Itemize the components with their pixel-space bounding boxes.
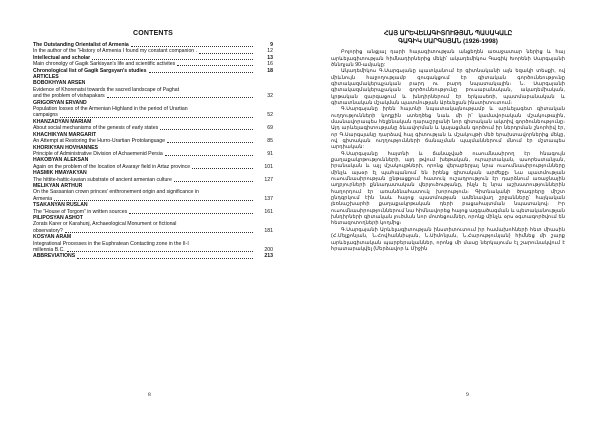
article-title-line-2: ԳԱԳԻԿ ՍԱՐԳՍՅԱՆ (1926-1998) [398, 37, 498, 45]
toc-entry-text: KHANZADYAN MARIAM [33, 118, 92, 125]
toc-entry-text: and the problem of vishapakars [33, 93, 105, 100]
toc-page-number: 137 [264, 195, 273, 202]
article-body [331, 49, 565, 252]
toc-entry-text: Zorats Karer or Karahunj, Archaeological Monument or fictional [33, 221, 177, 228]
toc-entry-text: MELIKYAN ARTHUR [33, 182, 83, 189]
article-paragraph: Գ.Սարգսյանը հայտնի և ճանաչված ուսումնասիրող էր հնագույն քաղաքակրթությունների, այդ թվում խեթական, ուրարտական, ասորեստանյան, իրանական և այլ մշակույթների, որոնց վերաբերյալ նրա ուսումնասիրությունները մինչև այսօր էլ պահպանում են իրենց գիտական արժեքը։ Նա պատմության ուսումնասիրության ընթացքում հատուկ ուշադրություն էր դարձնում առաջնային աղբյուրների քննադատական վերլուծությանը, ինչն էլ նրա աշխատություններին հաղորդում էր առանձնահատուկ խորություն։ Գիտնականի ծրագրերը միշտ ընդգրկում էին նաև հայոց պատմության ամենավաղ շրջանները՝ հայկական լեռնաշխարհի քաղաքակրթական դերի բացահայտման նպատակով։ Իր ուսումնասիրություններում նա հիմնավորեց հայոց ազգածագման և պետականության խնդիրների գիտական լուծման նոր մոտեցումներ, որոնք մինչև օրս օգտագործվում են հետազոտողների կողմից։ [331, 150, 565, 227]
page-number-right: 9 [466, 392, 469, 398]
toc-dot-leader [192, 168, 253, 169]
page-number-left: 8 [148, 392, 151, 398]
toc-entry-text: KHORIKYAN HOVHANNES [33, 144, 98, 151]
toc-entry-text: Principle of Administrative Division of Achaemenid Persia [33, 150, 163, 157]
toc-entry-text: HAKOBYAN ALEKSAN [33, 157, 89, 164]
toc-entry-text: Population losses of the Armenian Highland in the period of Urartian [33, 106, 188, 113]
toc-entry [33, 241, 273, 254]
article-paragraph: Ակադեմիկոս Գ.Սարգսյանը պատկանում էր գիտնականի այն եզակի տեսքի, ով միևնույն հաջողությամբ զուգակցում էր գիտական գործունեությունը գիտակազմակերպչական բարդ ու բարդ նպատակային։ Ն. Սարգսյանի գիտակազմակերպչական գործունեությունը բուսաբանական, ակադեմիական, կրթական զարգացում և խնդիրներում էր երկասեռի, պատմաբանական և գիտատնական մշակման պատմության Արեւելյան ինստիտուտում։ [331, 68, 565, 106]
toc-dot-leader [131, 46, 253, 47]
toc-page-number: 91 [267, 150, 273, 157]
toc-page-number: 9 [270, 42, 273, 48]
toc-entry-text: On the Sassanian crown princes’ enthronement origin and significance in [33, 189, 199, 196]
toc-page-number: 12 [267, 48, 273, 55]
toc-entry-text: BOBOKHYAN ARSEN [33, 80, 86, 87]
toc-dot-leader [129, 213, 253, 214]
toc-entry-text: TSAKANYAN RUSLAN [33, 202, 88, 209]
toc-page-number: 16 [267, 61, 273, 68]
toc-dot-leader [67, 251, 253, 252]
toc-entry-text: millennia B.C. [33, 247, 65, 253]
toc-entry-text: ABBREVIATIONS [33, 253, 76, 260]
toc-entry-text: Main chronolgy of Gagik Sarkisyan’s life and scientific activites [33, 61, 176, 68]
toc-entry-text: Intellectual and scholar [33, 54, 91, 61]
contents-title: CONTENTS [132, 30, 174, 37]
toc-page-number: 32 [267, 93, 273, 100]
toc-dot-leader [167, 142, 253, 143]
toc-page-number: 200 [264, 247, 273, 253]
toc-entry-text: PILIPOSYAN ASHOT [33, 214, 83, 221]
toc-dot-leader [160, 129, 253, 130]
toc-page-number: 52 [267, 112, 273, 119]
article-paragraph: Գ.Սարգսյանի Արևելագիտության ինստիտուտում իր համախոհների հետ միասին (Հ.Մելքոնյան, Ն.Հովհաննիսյան, Ն.Սիմոնյան, Ն.Հարությունյան) հիմնեց մի շարք արևելագիտական պարբերականներ, որոնց մի մասը ներկայումս էլ շարունակվում է հրատարակվել (Մերձավոր և Միջին [331, 226, 565, 252]
toc-page-number: 18 [267, 67, 273, 74]
toc-page-number: 181 [264, 227, 273, 234]
right-page [300, 0, 600, 425]
toc-page-number: 101 [264, 163, 273, 170]
toc-entry [33, 106, 273, 119]
toc-dot-leader [149, 72, 253, 73]
toc-entry-text: Integrational Processes in the Euphratean Contacting zone in the II-I [33, 240, 189, 247]
toc-page-number: 161 [264, 208, 273, 215]
toc-dot-leader [65, 232, 253, 233]
toc-entry [33, 253, 273, 259]
toc-page-number: 213 [264, 253, 273, 260]
toc-dot-leader [174, 181, 253, 182]
toc-entry-text: Again on the problem of the location of Avarayr field in Artaz province [33, 163, 191, 170]
toc-dot-leader [165, 155, 253, 156]
toc-dot-leader [107, 97, 253, 98]
toc-entry [33, 221, 273, 234]
toc-entry [33, 87, 273, 100]
toc-entry-text: In the author of the “History of Armenia I found my constant companion . [33, 48, 198, 55]
toc-entry-text: campaigns [33, 112, 58, 119]
toc-page-number: 127 [264, 176, 273, 183]
toc-entry-text: observatory? [33, 227, 63, 234]
toc-page-number: 85 [267, 138, 273, 145]
toc-entry-text: About social mechanisms of the genesis of early states [33, 125, 159, 132]
toc-dot-leader [199, 53, 253, 54]
toc-entry [33, 189, 273, 202]
toc-entry-text: The hittite-hattic-luwian substrate of ancient armenian culture [33, 176, 172, 183]
toc-entry-text: Evidence of Khorenatsi towards the sacred landscape of Paghat [33, 86, 180, 93]
contents-list [33, 42, 273, 260]
toc-entry-text: KHACHIKYAN MARGARIT [33, 131, 97, 138]
toc-entry-text: An Attempt at Restoring the Hurro-Urartian Protolanguage [33, 138, 166, 145]
toc-dot-leader [77, 258, 253, 259]
toc-dot-leader [92, 59, 253, 60]
toc-entry-text: Chronological list of Gagik Sargsyan’s studies [33, 67, 147, 74]
article-paragraph: Բոլորից անցյալ դարի հայագիտության անցեղեն առաջատար ներից և հայ արևելագիտության հիմնադիրներից մեկի՝ ակադեմիկոս Գագիկ Խորենի Սարգսյանի ծննդյան 90-ամյակը: [331, 49, 565, 68]
toc-dot-leader [60, 117, 253, 118]
toc-entry-text: HASMIK HMAYAKYAN [33, 170, 87, 177]
toc-entry-text: GRIGORYAN ERVAND [33, 99, 87, 106]
toc-page-number: 69 [267, 125, 273, 132]
toc-entry-text: ARTICLES [33, 74, 59, 81]
article-title-line-1: ՀԱՅ ԱՐԵՎԵԼԱԳԻՏՈՒԹՅԱՆ ՊԱՍԱԿԱԼԸ [383, 30, 513, 37]
toc-dot-leader [54, 200, 253, 201]
toc-entry-text: Armenia [33, 195, 53, 202]
toc-entry-text: The Outstanding Orientalist of Armenia [33, 42, 129, 48]
toc-entry-text: KOSYAN ARAM [33, 234, 72, 241]
toc-dot-leader [177, 65, 253, 66]
toc-entry-text: The “House of Torgom” in written sources [33, 208, 128, 215]
toc-page-number: 13 [267, 54, 273, 61]
article-paragraph: Գ.Սարգսյանը իրեն հայտնի նպատակայնությամբ և արևելագետ գիտական ուղղությունների կողքին ստեղծեց նաև մի ի՝ կամավորական մշակութային, մասնավորապես հելլենական դարաշրջանի նոր գիտական ակտիվ գործունեությունը։ Այդ արևելագիտությանը ձևավորման և կայացման գործում իր ներդրման շնորհիվ էր, որ Գ.Սարգսյանը դարձավ հայ գիտության և մշակույթի մեծ երախտավորներից մեկը, ով գիտական ուղղությունների ճանաչման պայմաններում մնում էր մշտապես արդիական: [331, 106, 565, 151]
